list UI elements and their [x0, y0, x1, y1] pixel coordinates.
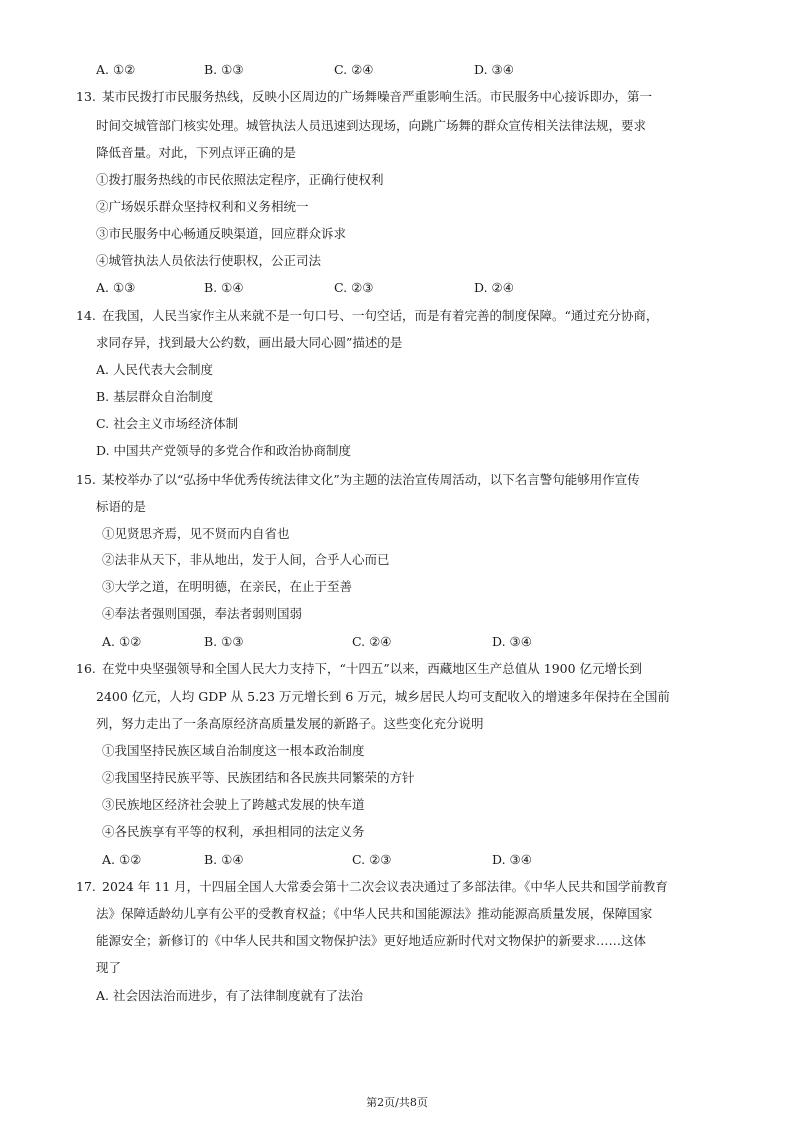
q13-option-b: B. ①④	[204, 280, 244, 295]
q16-statement-2: ②我国坚持民族平等、民族团结和各民族共同繁荣的方针	[102, 770, 415, 785]
q13-statement-2: ②广场娱乐群众坚持权利和义务相统一	[96, 199, 309, 214]
q14-choice-a: A. 人民代表大会制度	[96, 362, 213, 377]
q16-statement-4: ④各民族享有平等的权利，承担相同的法定义务	[102, 824, 365, 839]
q16-statement-3: ③民族地区经济社会驶上了跨越式发展的快车道	[102, 797, 365, 812]
q15-number: 15.	[76, 472, 96, 487]
q13-option-c: C. ②③	[334, 280, 374, 295]
q16-number: 16.	[76, 661, 96, 676]
q15-option-b: B. ①③	[204, 634, 244, 649]
q13-stem-line-2: 时间交城管部门核实处理。城管执法人员迅速到达现场，向跳广场舞的群众宣传相关法律法规，要求	[96, 118, 647, 133]
q12-option-c: C. ②④	[334, 62, 374, 77]
q14-choice-d: D. 中国共产党领导的多党合作和政治协商制度	[96, 443, 352, 458]
q13-stem-line-3: 降低音量。对此，下列点评正确的是	[96, 145, 297, 160]
q15-statement-4: ④奉法者强则国强，奉法者弱则国弱	[102, 606, 303, 621]
q17-stem-line-4: 现了	[96, 960, 122, 975]
q16-option-d: D. ③④	[492, 852, 532, 867]
q13-stem-line-1: 某市民拨打市民服务热线，反映小区周边的广场舞噪音严重影响生活。市民服务中心接诉即办，第一	[102, 89, 653, 104]
q17-choice-a: A. 社会因法治而进步，有了法律制度就有了法治	[96, 988, 363, 1003]
q12-option-b: B. ①③	[204, 62, 244, 77]
q13-statement-4: ④城管执法人员依法行使职权，公正司法	[96, 253, 322, 268]
q13-statement-3: ③市民服务中心畅通反映渠道，回应群众诉求	[96, 226, 347, 241]
q15-statement-3: ③大学之道，在明明德，在亲民，在止于至善	[102, 579, 353, 594]
q14-choice-c: C. 社会主义市场经济体制	[96, 416, 239, 431]
q17-stem-line-3: 能源安全；新修订的《中华人民共和国文物保护法》更好地适应新时代对文物保护的新要求……这体	[96, 933, 647, 948]
q17-number: 17.	[76, 879, 96, 894]
q15-option-a: A. ①②	[102, 634, 142, 649]
q14-stem-line-2: 求同存异，找到最大公约数，画出最大同心圆”描述的是	[96, 335, 403, 350]
q16-options	[102, 852, 702, 868]
q13-number: 13.	[76, 89, 96, 104]
q15-stem-line-1: 某校举办了以“弘扬中华优秀传统法律文化”为主题的法治宣传周活动，以下名言警句能够用作宣传	[102, 472, 640, 487]
q13-options	[96, 280, 696, 296]
q17-stem-line-2: 法》保障适龄幼儿享有公平的受教育权益；《中华人民共和国能源法》推动能源高质量发展，保障国家	[96, 906, 653, 921]
q14-number: 14.	[76, 308, 96, 323]
q15-stem-line-2: 标语的是	[96, 499, 147, 514]
q13-statement-1: ①拨打服务热线的市民依照法定程序，正确行使权利	[96, 172, 384, 187]
q16-option-c: C. ②③	[352, 852, 392, 867]
q12-option-a: A. ①②	[96, 62, 136, 77]
q15-options	[102, 634, 702, 650]
page-number-footer: 第2页/共8页	[366, 1096, 428, 1109]
q15-statement-1: ①见贤思齐焉，见不贤而内自省也	[102, 526, 290, 541]
q16-stem-line-2: 2400 亿元，人均 GDP 从 5.23 万元增长到 6 万元，城乡居民人均可支配收入的增速多年保持在全国前	[96, 689, 670, 704]
q16-stem-line-3: 列，努力走出了一条高原经济高质量发展的新路子。这些变化充分说明	[96, 716, 484, 731]
q12-option-d: D. ③④	[474, 62, 514, 77]
q16-option-a: A. ①②	[102, 852, 142, 867]
q17-stem-line-1: 2024 年 11 月，十四届全国人大常委会第十二次会议表决通过了多部法律。《中华人民共和国学前教育	[102, 879, 668, 894]
q15-option-d: D. ③④	[492, 634, 532, 649]
q15-option-c: C. ②④	[352, 634, 392, 649]
q15-statement-2: ②法非从天下，非从地出，发于人间，合乎人心而已	[102, 552, 390, 567]
q14-choice-b: B. 基层群众自治制度	[96, 389, 214, 404]
q13-option-a: A. ①③	[96, 280, 136, 295]
q13-option-d: D. ②④	[474, 280, 514, 295]
q16-option-b: B. ①④	[204, 852, 244, 867]
q16-stem-line-1: 在党中央坚强领导和全国人民大力支持下，“十四五”以来，西藏地区生产总值从 1900 亿元增长到	[102, 661, 643, 676]
q12-options	[96, 62, 696, 78]
q14-stem-line-1: 在我国，人民当家作主从来就不是一句口号、一句空话，而是有着完善的制度保障。“通过充分协商，	[102, 308, 659, 323]
q16-statement-1: ①我国坚持民族区域自治制度这一根本政治制度	[102, 743, 365, 758]
